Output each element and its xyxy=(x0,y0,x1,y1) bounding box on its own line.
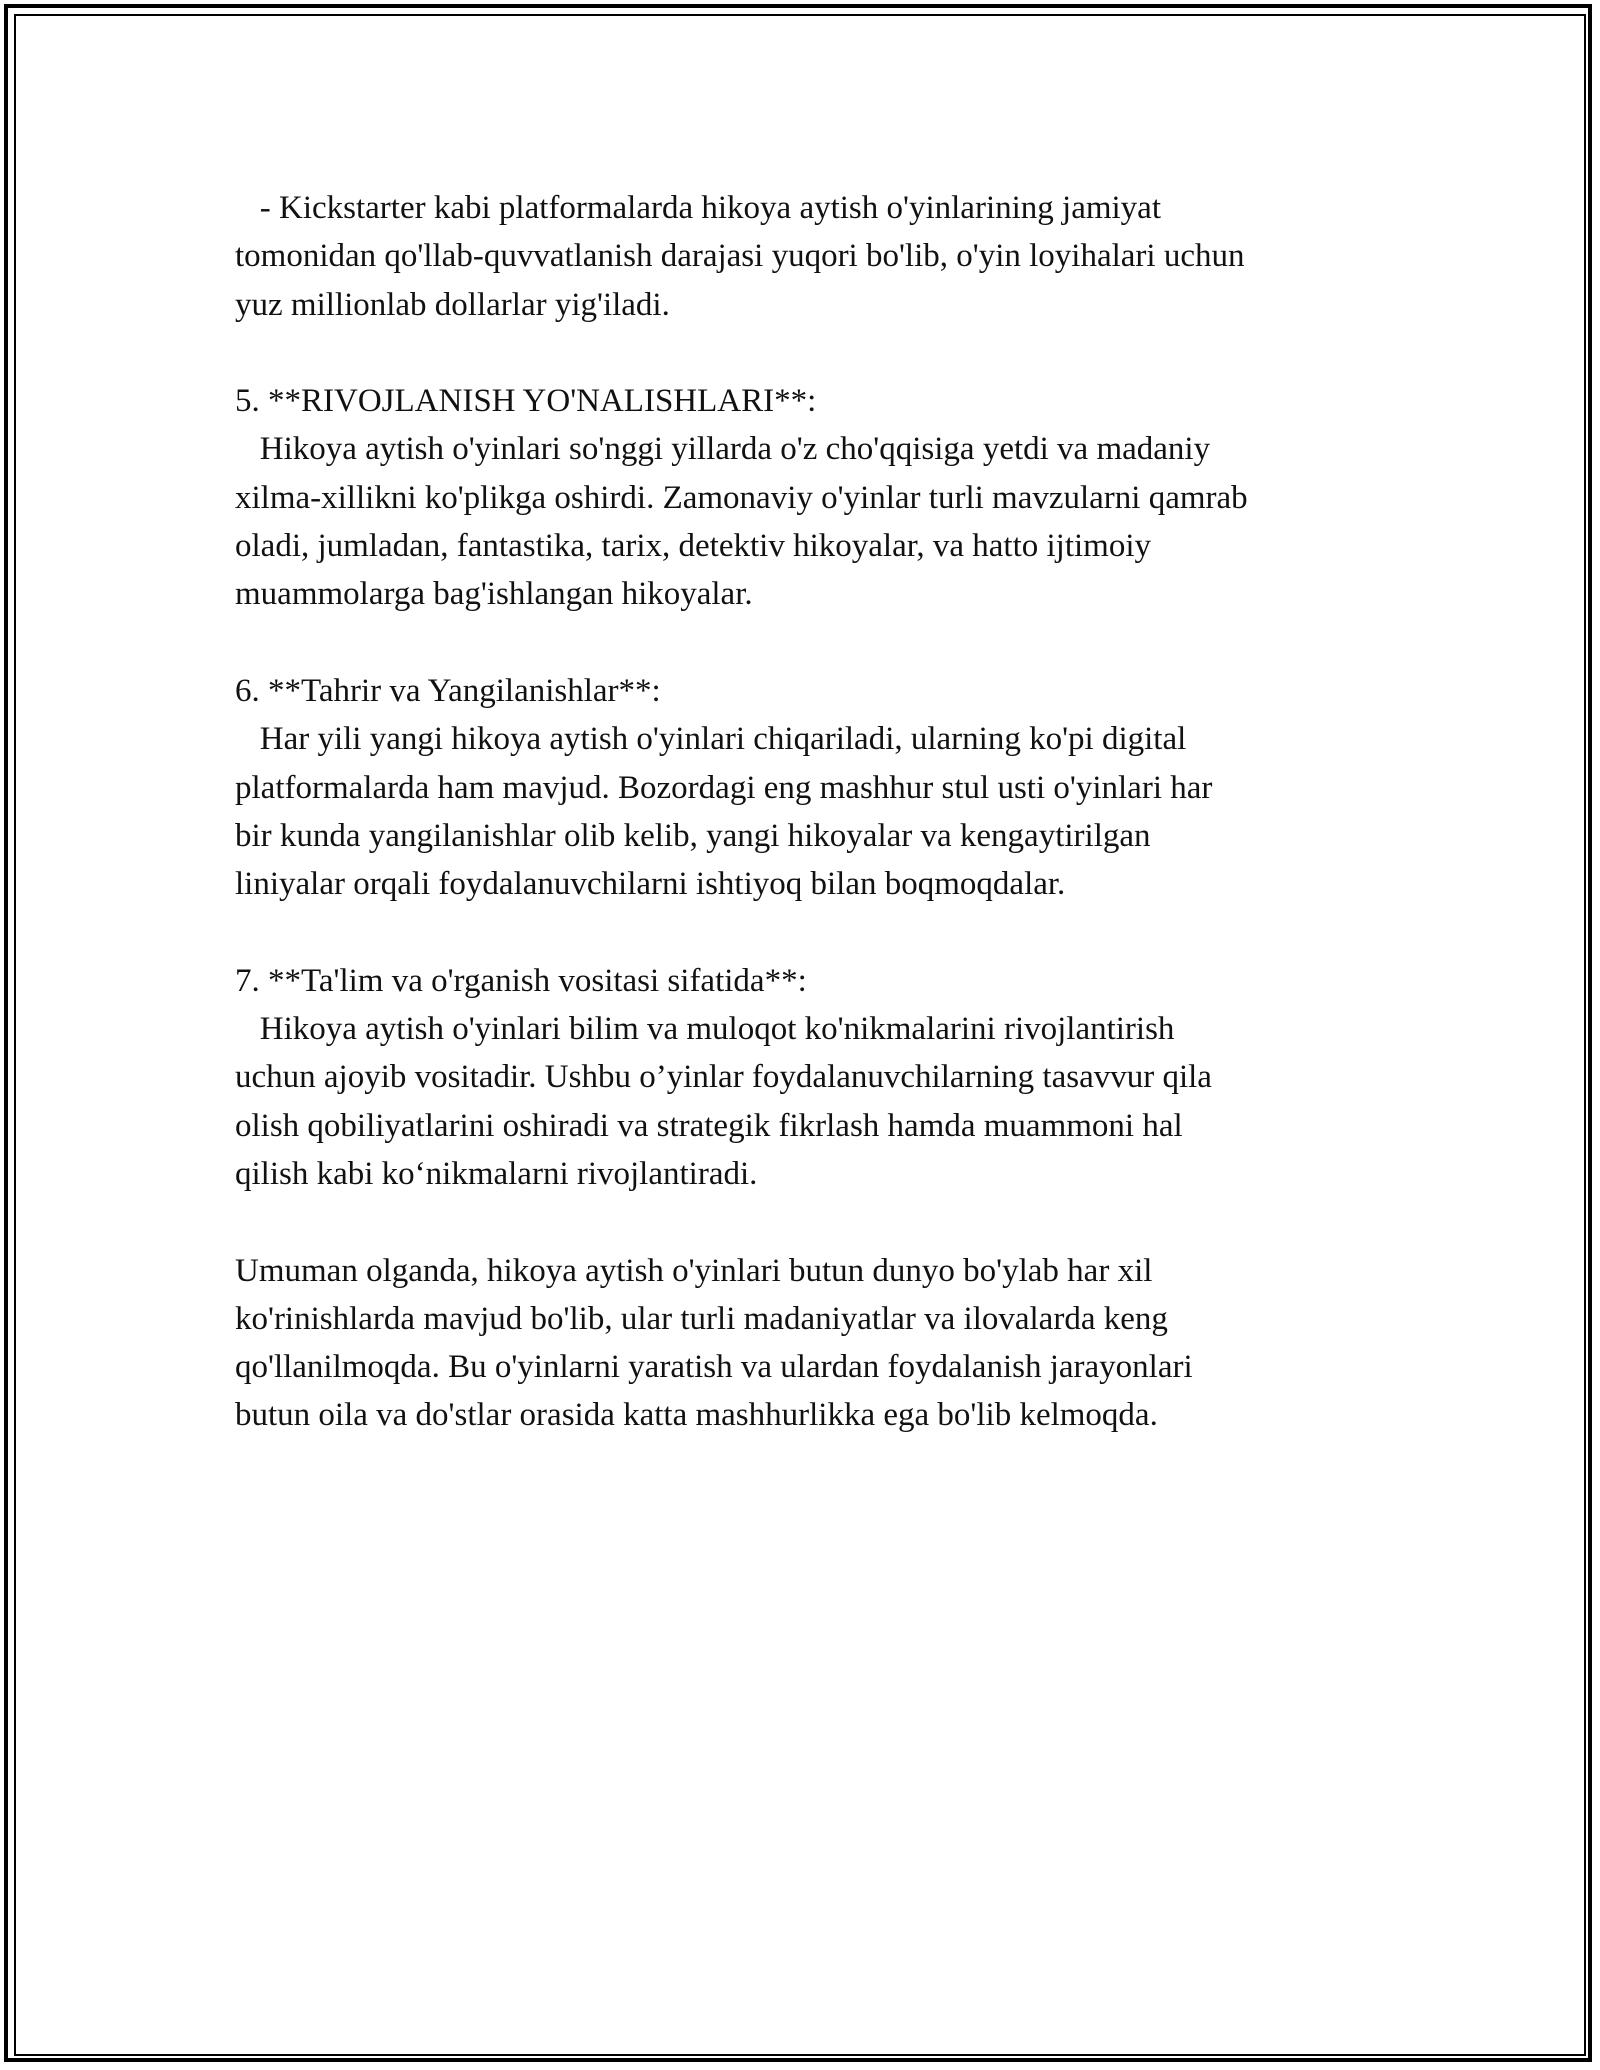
text-line: Umuman olganda, hikoya aytish o'yinlari butun dunyo bo'ylab har xil xyxy=(235,1252,1153,1289)
document-body xyxy=(235,184,1375,1488)
text-line: muammolarga bag'ishlangan hikoyalar. xyxy=(235,576,753,613)
text-line: Har yili yangi hikoya aytish o'yinlari chiqariladi, ularning ko'pi digital xyxy=(235,721,1187,758)
section-heading: 5. **RIVOJLANISH YO'NALISHLARI**: xyxy=(235,383,817,420)
text-line: platformalarda ham mavjud. Bozordagi eng mashhur stul usti o'yinlari har xyxy=(235,769,1213,806)
text-line: xilma-xillikni ko'plikga oshirdi. Zamonaviy o'yinlar turli mavzularni qamrab xyxy=(235,479,1248,516)
text-line: liniyalar orqali foydalanuvchilarni ishtiyoq bilan boqmoqdalar. xyxy=(235,866,1066,903)
text-line: tomonidan qo'llab-quvvatlanish darajasi yuqori bo'lib, o'yin loyihalari uchun xyxy=(235,238,1245,275)
text-line: oladi, jumladan, fantastika, tarix, detektiv hikoyalar, va hatto ijtimoiy xyxy=(235,528,1152,565)
text-line: bir kunda yangilanishlar olib kelib, yangi hikoyalar va kengaytirilgan xyxy=(235,817,1151,854)
section-heading: 7. **Ta'lim va o'rganish vositasi sifatida**: xyxy=(235,962,807,999)
text-line: olish qobiliyatlarini oshiradi va strategik fikrlash hamda muammoni hal xyxy=(235,1107,1183,1144)
section-5 xyxy=(235,377,1375,618)
section-heading: 6. **Tahrir va Yangilanishlar**: xyxy=(235,672,661,709)
section-7 xyxy=(235,957,1375,1198)
text-line: ko'rinishlarda mavjud bo'lib, ular turli madaniyatlar va ilovalarda keng xyxy=(235,1300,1168,1337)
text-line: Hikoya aytish o'yinlari so'nggi yillarda o'z cho'qqisiga yetdi va madaniy xyxy=(235,431,1211,468)
section-6 xyxy=(235,667,1375,908)
text-line: Hikoya aytish o'yinlari bilim va muloqot ko'nikmalarini rivojlantirish xyxy=(235,1011,1175,1048)
text-line: - Kickstarter kabi platformalarda hikoya aytish o'yinlarining jamiyat xyxy=(235,190,1161,226)
text-line: uchun ajoyib vositadir. Ushbu o’yinlar foydalanuvchilarning tasavvur qila xyxy=(235,1059,1212,1096)
paragraph-conclusion xyxy=(235,1247,1375,1440)
text-line: qilish kabi ko‘nikmalarni rivojlantiradi. xyxy=(235,1155,758,1192)
text-line: qo'llanilmoqda. Bu o'yinlarni yaratish va ulardan foydalanish jarayonlari xyxy=(235,1349,1193,1386)
text-line: yuz millionlab dollarlar yig'iladi. xyxy=(235,286,670,323)
paragraph-kickstarter xyxy=(235,184,1375,329)
text-line: butun oila va do'stlar orasida katta mashhurlikka ega bo'lib kelmoqda. xyxy=(235,1397,1158,1434)
